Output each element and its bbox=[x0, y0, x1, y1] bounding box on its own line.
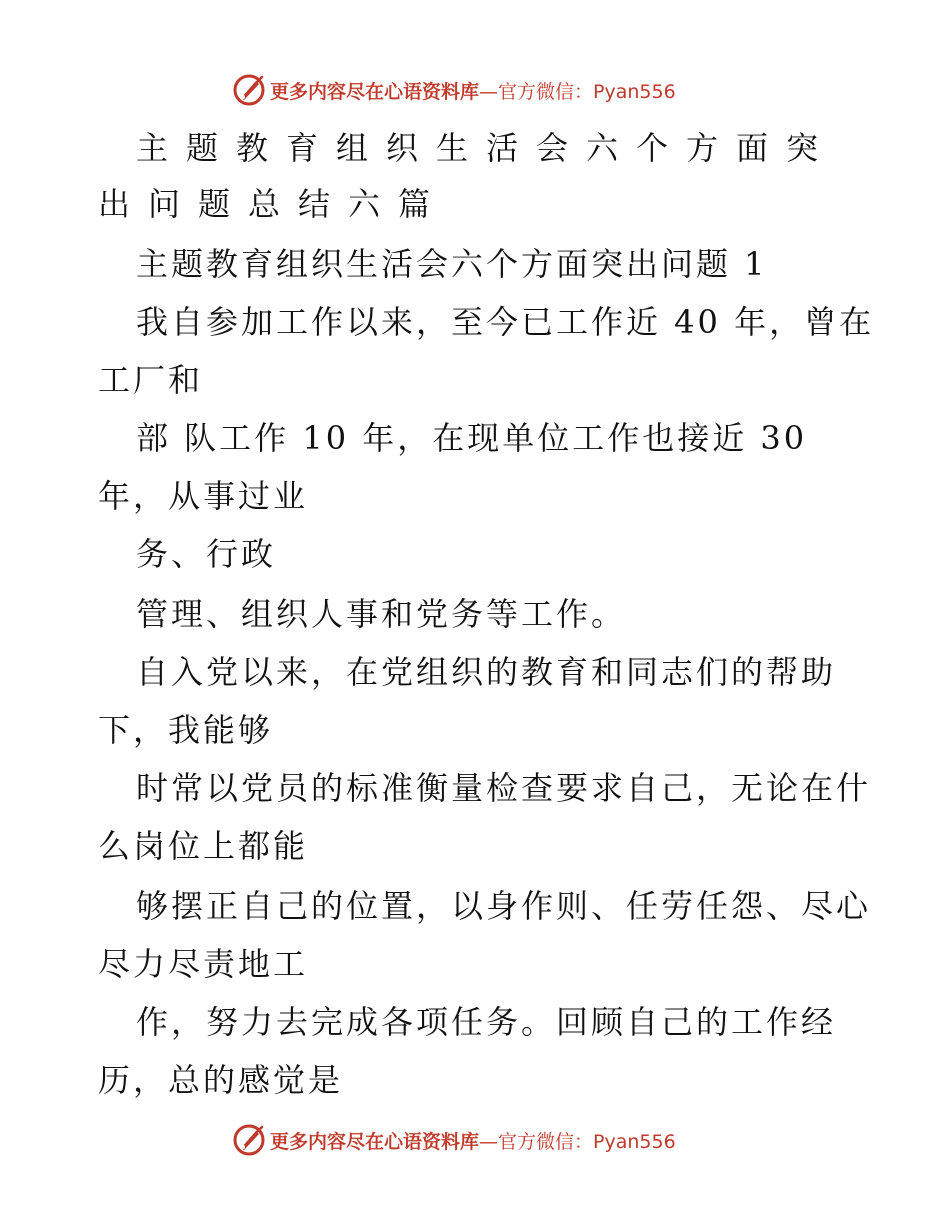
paragraph-line: 部 队工作 10 年，在现单位工作也接近 30 bbox=[136, 419, 808, 457]
paragraph-line: 我自参加工作以来，至今已工作近 40 年，曾在 bbox=[136, 303, 875, 341]
header-site-text: 更多内容尽在心语资料库 bbox=[270, 80, 480, 103]
paragraph-line: 管理、组织人事和党务等工作。 bbox=[136, 595, 627, 633]
quill-pen-logo-icon bbox=[232, 1123, 266, 1157]
paragraph-line: 历，总的感觉是 bbox=[98, 1061, 344, 1099]
paragraph-line: 尽力尽责地工 bbox=[98, 945, 309, 983]
paragraph-line: 时常以党员的标准衡量检查要求自己，无论在什 bbox=[136, 769, 872, 807]
paragraph-line: 下，我能够 bbox=[98, 711, 274, 749]
document-title-line-2: 出问题总结六篇 bbox=[98, 185, 449, 223]
paragraph-line: 自入党以来，在党组织的教育和同志们的帮助 bbox=[136, 653, 837, 691]
paragraph-line: 务、行政 bbox=[136, 535, 277, 573]
footer-banner bbox=[232, 1122, 676, 1158]
paragraph-line: 么岗位上都能 bbox=[98, 827, 309, 865]
header-official-text: —官方微信：Pyan556 bbox=[479, 80, 676, 103]
paragraph-line: 工厂和 bbox=[98, 361, 204, 399]
footer-site-text: 更多内容尽在心语资料库 bbox=[270, 1130, 480, 1153]
paragraph-line: 年，从事过业 bbox=[98, 477, 309, 515]
paragraph-line: 作，努力去完成各项任务。回顾自己的工作经 bbox=[136, 1003, 837, 1041]
document-title-line-1: 主题教育组织生活会六个方面突 bbox=[136, 129, 837, 167]
quill-pen-logo-icon bbox=[232, 73, 266, 107]
header-banner bbox=[232, 72, 676, 108]
section-heading: 主题教育组织生活会六个方面突出问题 1 bbox=[136, 245, 768, 283]
paragraph-line: 够摆正自己的位置，以身作则、任劳任怨、尽心 bbox=[136, 887, 872, 925]
footer-official-text: —官方微信：Pyan556 bbox=[479, 1130, 676, 1153]
